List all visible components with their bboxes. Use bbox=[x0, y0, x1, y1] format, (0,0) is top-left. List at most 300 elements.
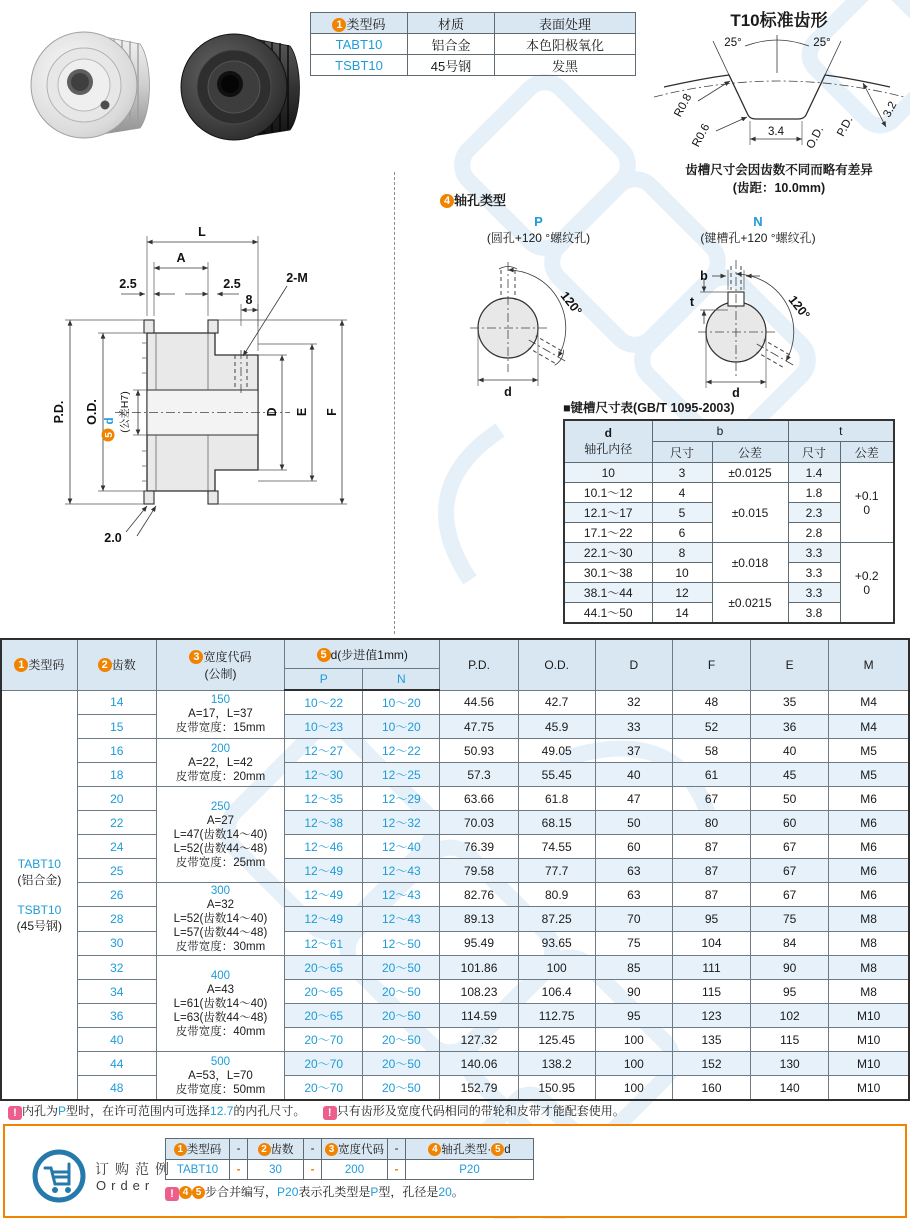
teeth-count-cell: 28 bbox=[77, 907, 156, 931]
badge-4-icon: 4 bbox=[179, 1186, 192, 1199]
product-photos bbox=[12, 8, 304, 146]
m-thread-cell: M6 bbox=[829, 859, 909, 883]
keyway-d-cell: 10.1～12 bbox=[564, 483, 652, 503]
teeth-count-cell: 36 bbox=[77, 1004, 156, 1028]
badge-3-icon: 3 bbox=[325, 1143, 338, 1156]
m-thread-cell: M4 bbox=[829, 690, 909, 715]
order-header-hole: 4 轴孔类型· 5 d bbox=[406, 1139, 534, 1160]
e-dim-cell: 50 bbox=[751, 787, 829, 811]
shaft-hole-n bbox=[648, 214, 868, 403]
pd-cell: 79.58 bbox=[440, 859, 518, 883]
svg-text:L: L bbox=[198, 225, 206, 239]
order-value-row bbox=[166, 1160, 534, 1180]
spec-header-D: D bbox=[595, 639, 672, 690]
order-value-dash: - bbox=[230, 1160, 248, 1180]
keyway-header-b: b bbox=[652, 420, 788, 442]
f-dim-cell: 115 bbox=[672, 980, 750, 1004]
keyway-table bbox=[563, 419, 895, 624]
svg-text:25°: 25° bbox=[724, 37, 742, 49]
spec-header-M: M bbox=[829, 639, 909, 690]
keyway-t-size-cell: 3.3 bbox=[788, 583, 840, 603]
e-dim-cell: 36 bbox=[751, 715, 829, 739]
footnotes bbox=[8, 1102, 625, 1120]
teeth-count-cell: 34 bbox=[77, 980, 156, 1004]
d-dim-cell: 60 bbox=[595, 835, 672, 859]
od-cell: 138.2 bbox=[518, 1052, 595, 1076]
svg-text:D: D bbox=[265, 407, 279, 417]
od-cell: 74.55 bbox=[518, 835, 595, 859]
badge-3-icon: 3 bbox=[189, 650, 203, 664]
d-range-n-cell: 12～25 bbox=[363, 763, 440, 787]
teeth-count-cell: 48 bbox=[77, 1076, 156, 1101]
keyway-d-cell: 12.1～17 bbox=[564, 503, 652, 523]
d-range-p-cell: 12～46 bbox=[285, 835, 363, 859]
d-range-p-cell: 12～35 bbox=[285, 787, 363, 811]
svg-text:F: F bbox=[325, 408, 339, 416]
keyway-section bbox=[563, 398, 895, 624]
f-dim-cell: 80 bbox=[672, 811, 750, 835]
svg-text:R0.8: R0.8 bbox=[672, 92, 695, 120]
pd-cell: 76.39 bbox=[440, 835, 518, 859]
svg-text:(公差H7): (公差H7) bbox=[119, 391, 131, 433]
keyway-t-tol-cell: +0.1 0 bbox=[840, 463, 894, 543]
f-dim-cell: 87 bbox=[672, 883, 750, 907]
spec-row bbox=[1, 1004, 909, 1028]
keyway-header-b-tol: 公差 bbox=[712, 442, 788, 463]
spec-row bbox=[1, 787, 909, 811]
keyway-b-tol-cell: ±0.018 bbox=[712, 543, 788, 583]
svg-text:P.D.: P.D. bbox=[52, 400, 66, 424]
od-cell: 49.05 bbox=[518, 739, 595, 763]
shaft-hole-n-drawing bbox=[648, 246, 868, 398]
f-dim-cell: 52 bbox=[672, 715, 750, 739]
keyway-table-title: ■键槽尺寸表(GB/T 1095-2003) bbox=[563, 401, 735, 415]
spec-type-code-cell: TABT10 (铝合金) TSBT10 (45号钢) bbox=[1, 690, 77, 1100]
svg-text:2.5: 2.5 bbox=[119, 277, 137, 291]
width-code-cell: 250 A=27 L=47(齿数14～40) L=52(齿数44～48) 皮带宽度：25mm bbox=[156, 787, 284, 883]
f-dim-cell: 67 bbox=[672, 787, 750, 811]
width-code-cell: 200 A=22，L=42 皮带宽度：20mm bbox=[156, 739, 284, 787]
footnote-1: ! 内孔为P型时，在许可范围内可选择12.7的内孔尺寸。 bbox=[8, 1104, 309, 1118]
material-finish: 发黑 bbox=[495, 55, 636, 76]
spec-row bbox=[1, 715, 909, 739]
od-cell: 80.9 bbox=[518, 883, 595, 907]
d-range-n-cell: 10～20 bbox=[363, 715, 440, 739]
keyway-b-size-cell: 12 bbox=[652, 583, 712, 603]
svg-text:O.D.: O.D. bbox=[85, 399, 99, 425]
f-dim-cell: 160 bbox=[672, 1076, 750, 1101]
keyway-d-cell: 10 bbox=[564, 463, 652, 483]
m-thread-cell: M8 bbox=[829, 931, 909, 955]
svg-text:t: t bbox=[689, 295, 695, 309]
material-code: TABT10 bbox=[311, 34, 408, 55]
keyway-b-size-cell: 8 bbox=[652, 543, 712, 563]
d-range-p-cell: 12～38 bbox=[285, 811, 363, 835]
e-dim-cell: 67 bbox=[751, 883, 829, 907]
od-cell: 68.15 bbox=[518, 811, 595, 835]
od-cell: 106.4 bbox=[518, 980, 595, 1004]
keyway-t-tol-cell: +0.2 0 bbox=[840, 543, 894, 624]
materials-header-type: 1 类型码 bbox=[311, 13, 408, 34]
pd-cell: 140.06 bbox=[440, 1052, 518, 1076]
width-code-cell: 150 A=17，L=37 皮带宽度：15mm bbox=[156, 690, 284, 739]
od-cell: 42.7 bbox=[518, 690, 595, 715]
spec-row bbox=[1, 811, 909, 835]
spec-row bbox=[1, 956, 909, 980]
svg-text:3.4: 3.4 bbox=[768, 126, 784, 138]
m-thread-cell: M10 bbox=[829, 1076, 909, 1101]
shaft-hole-p bbox=[436, 214, 641, 403]
svg-text:E: E bbox=[295, 407, 309, 417]
material-finish: 本色阳极氧化 bbox=[495, 34, 636, 55]
m-thread-cell: M6 bbox=[829, 883, 909, 907]
teeth-count-cell: 25 bbox=[77, 859, 156, 883]
d-range-p-cell: 12～27 bbox=[285, 739, 363, 763]
order-title-cn: 订购范例 bbox=[95, 1161, 175, 1177]
d-range-n-cell: 12～43 bbox=[363, 907, 440, 931]
svg-text:120°: 120° bbox=[785, 293, 813, 323]
d-dim-cell: 63 bbox=[595, 883, 672, 907]
pd-cell: 89.13 bbox=[440, 907, 518, 931]
keyway-header-d: d 轴孔内径 bbox=[564, 420, 652, 463]
spec-table bbox=[0, 638, 910, 1101]
d-dim-cell: 95 bbox=[595, 1004, 672, 1028]
keyway-b-size-cell: 5 bbox=[652, 503, 712, 523]
keyway-b-size-cell: 14 bbox=[652, 603, 712, 624]
e-dim-cell: 67 bbox=[751, 859, 829, 883]
order-value-teeth: 30 bbox=[248, 1160, 304, 1180]
teeth-count-cell: 20 bbox=[77, 787, 156, 811]
section-divider bbox=[394, 172, 395, 634]
keyway-header-t-size: 尺寸 bbox=[788, 442, 840, 463]
svg-text:2.5: 2.5 bbox=[223, 277, 241, 291]
order-table bbox=[165, 1138, 534, 1180]
order-header-dash: - bbox=[304, 1139, 322, 1160]
keyway-t-size-cell: 3.3 bbox=[788, 563, 840, 583]
d-range-p-cell: 20～70 bbox=[285, 1076, 363, 1101]
spec-row bbox=[1, 1076, 909, 1101]
m-thread-cell: M8 bbox=[829, 907, 909, 931]
d-dim-cell: 70 bbox=[595, 907, 672, 931]
d-dim-cell: 33 bbox=[595, 715, 672, 739]
materials-table bbox=[310, 12, 636, 76]
keyway-t-size-cell: 3.8 bbox=[788, 603, 840, 624]
badge-1-icon: 1 bbox=[14, 658, 28, 672]
m-thread-cell: M6 bbox=[829, 787, 909, 811]
svg-text:R0.6: R0.6 bbox=[690, 122, 713, 150]
spec-row bbox=[1, 859, 909, 883]
teeth-count-cell: 32 bbox=[77, 956, 156, 980]
f-dim-cell: 135 bbox=[672, 1028, 750, 1052]
e-dim-cell: 75 bbox=[751, 907, 829, 931]
order-header-row bbox=[166, 1139, 534, 1160]
keyway-b-size-cell: 10 bbox=[652, 563, 712, 583]
cart-icon bbox=[31, 1148, 87, 1204]
od-cell: 93.65 bbox=[518, 931, 595, 955]
teeth-count-cell: 24 bbox=[77, 835, 156, 859]
keyway-t-size-cell: 2.3 bbox=[788, 503, 840, 523]
keyway-b-tol-cell: ±0.0215 bbox=[712, 583, 788, 624]
teeth-count-cell: 30 bbox=[77, 931, 156, 955]
d-dim-cell: 100 bbox=[595, 1028, 672, 1052]
spec-row bbox=[1, 1052, 909, 1076]
keyway-t-size-cell: 1.8 bbox=[788, 483, 840, 503]
order-example-box bbox=[3, 1124, 907, 1218]
materials-row bbox=[311, 34, 636, 55]
shaft-hole-n-desc: (键槽孔+120 °螺纹孔) bbox=[700, 231, 816, 245]
svg-text:25°: 25° bbox=[813, 37, 831, 49]
m-thread-cell: M8 bbox=[829, 956, 909, 980]
pd-cell: 44.56 bbox=[440, 690, 518, 715]
order-note: ! 4 5 步合并编写，P20表示孔类型是P型，孔径是20。 bbox=[165, 1183, 464, 1201]
spec-row bbox=[1, 980, 909, 1004]
od-cell: 55.45 bbox=[518, 763, 595, 787]
od-cell: 150.95 bbox=[518, 1076, 595, 1101]
d-dim-cell: 100 bbox=[595, 1076, 672, 1101]
shaft-hole-p-name: P bbox=[534, 214, 543, 229]
material-name: 铝合金 bbox=[408, 34, 495, 55]
d-dim-cell: 47 bbox=[595, 787, 672, 811]
pd-cell: 114.59 bbox=[440, 1004, 518, 1028]
d-range-n-cell: 20～50 bbox=[363, 1052, 440, 1076]
spec-header-d-group: 5 d(步进值1mm) bbox=[285, 639, 440, 669]
d-dim-cell: 75 bbox=[595, 931, 672, 955]
keyway-header-row bbox=[564, 420, 894, 442]
material-code: TSBT10 bbox=[311, 55, 408, 76]
materials-header-row bbox=[311, 13, 636, 34]
bore-dim-label bbox=[102, 391, 132, 441]
pd-cell: 70.03 bbox=[440, 811, 518, 835]
shaft-hole-n-name: N bbox=[753, 214, 763, 229]
od-cell: 45.9 bbox=[518, 715, 595, 739]
keyway-b-tol-cell: ±0.0125 bbox=[712, 463, 788, 483]
order-value-dash: - bbox=[388, 1160, 406, 1180]
svg-text:P.D.: P.D. bbox=[835, 114, 856, 139]
svg-text:120°: 120° bbox=[557, 289, 585, 319]
svg-text:b: b bbox=[700, 269, 708, 283]
keyway-t-size-cell: 3.3 bbox=[788, 543, 840, 563]
spec-row bbox=[1, 907, 909, 931]
f-dim-cell: 111 bbox=[672, 956, 750, 980]
keyway-d-cell: 22.1～30 bbox=[564, 543, 652, 563]
m-thread-cell: M4 bbox=[829, 715, 909, 739]
spec-header-width: 3 宽度代码 (公制) bbox=[156, 639, 284, 690]
teeth-count-cell: 14 bbox=[77, 690, 156, 715]
badge-4-icon: 4 bbox=[428, 1143, 441, 1156]
spec-row bbox=[1, 931, 909, 955]
pd-cell: 95.49 bbox=[440, 931, 518, 955]
tooth-profile-section bbox=[650, 6, 908, 196]
keyway-d-cell: 44.1～50 bbox=[564, 603, 652, 624]
warning-icon: ! bbox=[165, 1187, 179, 1201]
order-value-type: TABT10 bbox=[166, 1160, 230, 1180]
badge-5-icon: 5 bbox=[491, 1143, 504, 1156]
shaft-hole-section-title: 4 轴孔类型 bbox=[440, 190, 506, 209]
d-range-p-cell: 12～49 bbox=[285, 859, 363, 883]
spec-header-od: O.D. bbox=[518, 639, 595, 690]
shaft-hole-p-desc: (圆孔+120 °螺纹孔) bbox=[486, 231, 591, 245]
d-range-p-cell: 12～49 bbox=[285, 883, 363, 907]
order-header-dash: - bbox=[230, 1139, 248, 1160]
tooth-profile-caption: 齿槽尺寸会因齿数不同而略有差异 bbox=[685, 163, 873, 177]
od-cell: 100 bbox=[518, 956, 595, 980]
order-value-width: 200 bbox=[322, 1160, 388, 1180]
badge-4-icon: 4 bbox=[440, 194, 454, 208]
teeth-count-cell: 22 bbox=[77, 811, 156, 835]
d-dim-cell: 100 bbox=[595, 1052, 672, 1076]
d-range-n-cell: 12～50 bbox=[363, 931, 440, 955]
spec-header-p: P bbox=[285, 669, 363, 691]
keyway-d-cell: 17.1～22 bbox=[564, 523, 652, 543]
d-dim-cell: 63 bbox=[595, 859, 672, 883]
spec-header-n: N bbox=[363, 669, 440, 691]
spec-row bbox=[1, 690, 909, 715]
f-dim-cell: 87 bbox=[672, 835, 750, 859]
d-dim-cell: 90 bbox=[595, 980, 672, 1004]
d-dim-cell: 50 bbox=[595, 811, 672, 835]
keyway-t-size-cell: 2.8 bbox=[788, 523, 840, 543]
width-code-cell: 300 A=32 L=52(齿数14～40) L=57(齿数44～48) 皮带宽度：30mm bbox=[156, 883, 284, 956]
f-dim-cell: 152 bbox=[672, 1052, 750, 1076]
keyway-header-t: t bbox=[788, 420, 894, 442]
m-thread-cell: M10 bbox=[829, 1028, 909, 1052]
spec-header-row bbox=[1, 639, 909, 669]
footnote-2: ! 只有齿形及宽度代码相同的带轮和皮带才能配套使用。 bbox=[323, 1104, 625, 1118]
teeth-count-cell: 40 bbox=[77, 1028, 156, 1052]
d-range-n-cell: 20～50 bbox=[363, 956, 440, 980]
e-dim-cell: 84 bbox=[751, 931, 829, 955]
d-range-n-cell: 12～43 bbox=[363, 859, 440, 883]
order-header-teeth: 2 齿数 bbox=[248, 1139, 304, 1160]
keyway-d-cell: 38.1～44 bbox=[564, 583, 652, 603]
materials-header-material: 材质 bbox=[408, 13, 495, 34]
d-range-p-cell: 12～61 bbox=[285, 931, 363, 955]
e-dim-cell: 115 bbox=[751, 1028, 829, 1052]
keyway-row bbox=[564, 543, 894, 563]
d-range-n-cell: 12～40 bbox=[363, 835, 440, 859]
tooth-profile-pitch: (齿距：10.0mm) bbox=[732, 181, 826, 195]
materials-header-finish: 表面处理 bbox=[495, 13, 636, 34]
m-thread-cell: M6 bbox=[829, 811, 909, 835]
teeth-count-cell: 44 bbox=[77, 1052, 156, 1076]
pd-cell: 50.93 bbox=[440, 739, 518, 763]
keyway-b-size-cell: 3 bbox=[652, 463, 712, 483]
m-thread-cell: M5 bbox=[829, 763, 909, 787]
svg-text:d: d bbox=[504, 385, 512, 398]
d-dim-cell: 37 bbox=[595, 739, 672, 763]
e-dim-cell: 40 bbox=[751, 739, 829, 763]
d-range-p-cell: 10～23 bbox=[285, 715, 363, 739]
shaft-hole-p-drawing bbox=[436, 246, 641, 398]
f-dim-cell: 58 bbox=[672, 739, 750, 763]
d-dim-cell: 32 bbox=[595, 690, 672, 715]
svg-text:O.D.: O.D. bbox=[804, 124, 827, 151]
keyway-b-size-cell: 4 bbox=[652, 483, 712, 503]
materials-row bbox=[311, 55, 636, 76]
keyway-d-cell: 30.1～38 bbox=[564, 563, 652, 583]
badge-2-icon: 2 bbox=[98, 658, 112, 672]
pd-cell: 63.66 bbox=[440, 787, 518, 811]
m-thread-cell: M5 bbox=[829, 739, 909, 763]
e-dim-cell: 90 bbox=[751, 956, 829, 980]
d-range-n-cell: 12～29 bbox=[363, 787, 440, 811]
spec-row bbox=[1, 835, 909, 859]
pd-cell: 101.86 bbox=[440, 956, 518, 980]
d-range-n-cell: 12～22 bbox=[363, 739, 440, 763]
teeth-count-cell: 18 bbox=[77, 763, 156, 787]
d-range-p-cell: 10～22 bbox=[285, 690, 363, 715]
f-dim-cell: 123 bbox=[672, 1004, 750, 1028]
d-range-p-cell: 20～65 bbox=[285, 980, 363, 1004]
od-cell: 125.45 bbox=[518, 1028, 595, 1052]
e-dim-cell: 140 bbox=[751, 1076, 829, 1101]
width-code-cell: 500 A=53，L=70 皮带宽度：50mm bbox=[156, 1052, 284, 1101]
e-dim-cell: 60 bbox=[751, 811, 829, 835]
spec-row bbox=[1, 763, 909, 787]
material-name: 45号钢 bbox=[408, 55, 495, 76]
d-range-p-cell: 20～65 bbox=[285, 956, 363, 980]
svg-text:A: A bbox=[176, 251, 186, 265]
spec-header-type: 1 类型码 bbox=[1, 639, 77, 690]
spec-row bbox=[1, 1028, 909, 1052]
svg-text:d: d bbox=[104, 417, 116, 425]
svg-text:2.0: 2.0 bbox=[104, 531, 122, 545]
d-range-n-cell: 20～50 bbox=[363, 980, 440, 1004]
width-code-cell: 400 A=43 L=61(齿数14～40) L=63(齿数44～48) 皮带宽度：40mm bbox=[156, 956, 284, 1052]
d-range-n-cell: 20～50 bbox=[363, 1028, 440, 1052]
badge-1-icon: 1 bbox=[332, 18, 346, 32]
svg-text:3.2: 3.2 bbox=[881, 99, 900, 120]
od-cell: 77.7 bbox=[518, 859, 595, 883]
pd-cell: 152.79 bbox=[440, 1076, 518, 1101]
d-range-p-cell: 12～49 bbox=[285, 907, 363, 931]
od-cell: 112.75 bbox=[518, 1004, 595, 1028]
pd-cell: 47.75 bbox=[440, 715, 518, 739]
e-dim-cell: 130 bbox=[751, 1052, 829, 1076]
order-value-dash: - bbox=[304, 1160, 322, 1180]
warning-icon: ! bbox=[323, 1106, 337, 1120]
od-cell: 87.25 bbox=[518, 907, 595, 931]
m-thread-cell: M6 bbox=[829, 835, 909, 859]
svg-text:2-M: 2-M bbox=[286, 271, 308, 285]
pd-cell: 82.76 bbox=[440, 883, 518, 907]
d-range-p-cell: 20～70 bbox=[285, 1052, 363, 1076]
order-header-width: 3 宽度代码 bbox=[322, 1139, 388, 1160]
m-thread-cell: M10 bbox=[829, 1004, 909, 1028]
spec-header-pd: P.D. bbox=[440, 639, 518, 690]
d-range-p-cell: 20～70 bbox=[285, 1028, 363, 1052]
svg-text:8: 8 bbox=[245, 293, 253, 307]
keyway-b-size-cell: 6 bbox=[652, 523, 712, 543]
e-dim-cell: 45 bbox=[751, 763, 829, 787]
pd-cell: 108.23 bbox=[440, 980, 518, 1004]
d-range-p-cell: 20～65 bbox=[285, 1004, 363, 1028]
spec-header-E: E bbox=[751, 639, 829, 690]
e-dim-cell: 102 bbox=[751, 1004, 829, 1028]
keyway-b-tol-cell: ±0.015 bbox=[712, 483, 788, 543]
e-dim-cell: 95 bbox=[751, 980, 829, 1004]
teeth-count-cell: 15 bbox=[77, 715, 156, 739]
keyway-header-b-size: 尺寸 bbox=[652, 442, 712, 463]
spec-row bbox=[1, 883, 909, 907]
keyway-row bbox=[564, 463, 894, 483]
f-dim-cell: 87 bbox=[672, 859, 750, 883]
warning-icon: ! bbox=[8, 1106, 22, 1120]
pulley-dimension-drawing bbox=[25, 206, 390, 556]
d-range-p-cell: 12～30 bbox=[285, 763, 363, 787]
spec-header-teeth: 2 齿数 bbox=[77, 639, 156, 690]
e-dim-cell: 35 bbox=[751, 690, 829, 715]
